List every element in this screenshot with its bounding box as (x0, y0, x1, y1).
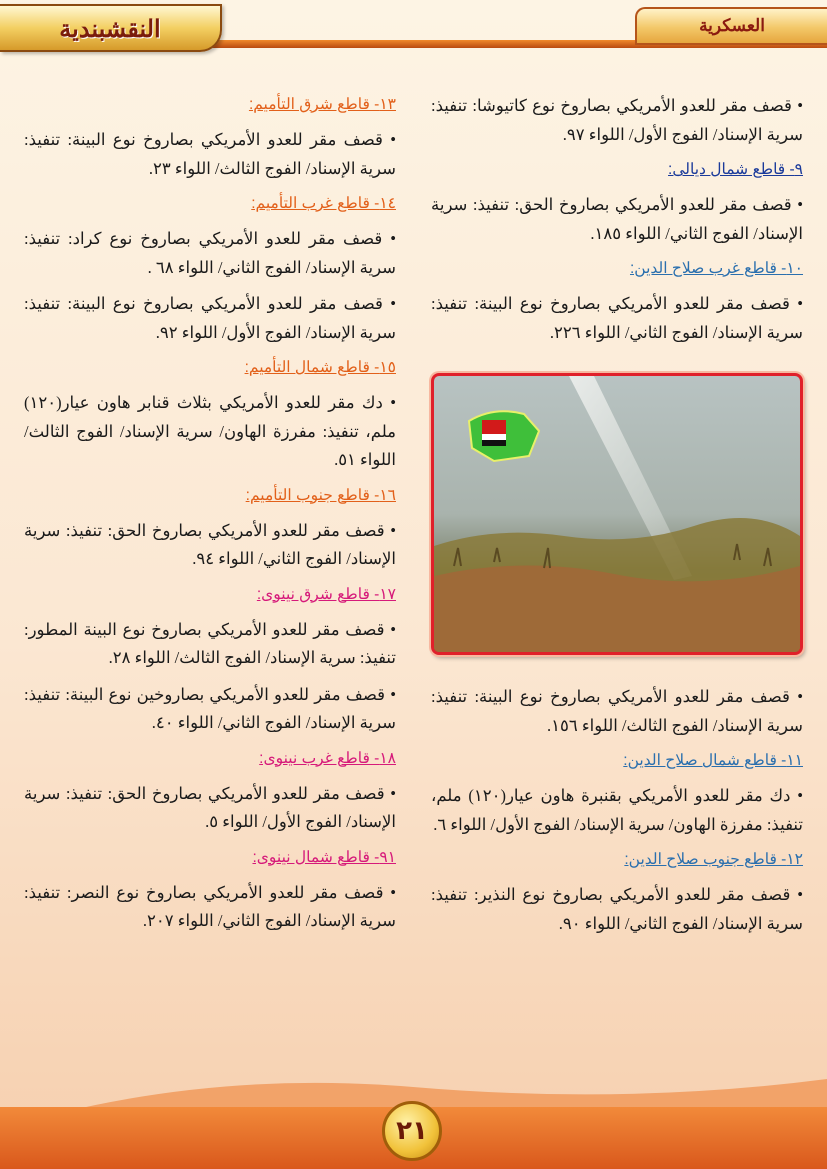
magazine-title: النقشبندية (59, 13, 161, 43)
sector-heading: ١٣- قاطع شرق التأميم: (248, 96, 396, 113)
sector-heading: ٩١- قاطع شمال نينوى: (252, 848, 396, 866)
dry-grass (434, 565, 800, 652)
sector-heading: ١٨- قاطع غرب نينوى: (259, 749, 396, 767)
rocket-launch-photo (431, 373, 803, 655)
attack-report-item: • قصف مقر للعدو الأمريكي بصاروخ نوع البينة: تنفيذ: سرية الإسناد/ الفوج الثالث/ اللواء ١٥٦. (431, 683, 803, 740)
attack-report-item: • قصف مقر للعدو الأمريكي بصاروخ نوع النصر: تنفيذ: سرية الإسناد/ الفوج الثاني/ اللواء ٢٠٧. (24, 879, 396, 936)
attack-report-item: • قصف مقر للعدو الأمريكي بصاروخ نوع النذير: تنفيذ: سرية الإسناد/ الفوج الثاني/ اللواء ٩٠. (431, 881, 803, 938)
attack-report-item: • قصف مقر للعدو الأمريكي بصاروخ نوع البينة المطور: تنفيذ: سرية الإسناد/ الفوج الثالث/ اللواء ٢٨. (24, 616, 396, 673)
attack-report-item: • قصف مقر للعدو الأمريكي بصاروخ الحق: تنفيذ: سرية الإسناد/ الفوج الثاني/ اللواء ١٨٥. (431, 191, 803, 248)
sector-heading: ١٢- قاطع جنوب صلاح الدين: (624, 851, 803, 868)
attack-report-item: • قصف مقر للعدو الأمريكي بصاروخين نوع البينة: تنفيذ: سرية الإسناد/ الفوج الثاني/ اللواء ٤٠. (24, 681, 396, 738)
sector-heading: ١٦- قاطع جنوب التأميم: (245, 486, 396, 504)
sector-heading: ١٤- قاطع غرب التأميم: (251, 195, 396, 212)
attack-report-item: • دك مقر للعدو الأمريكي بثلاث قنابر هاون عيار(١٢٠) ملم، تنفيذ: مفرزة الهاون/ سرية الإسناد/ الفوج الثالث/ اللواء ٥١. (24, 389, 396, 475)
attack-report-item: • قصف مقر للعدو الأمريكي بصاروخ الحق: تنفيذ: سرية الإسناد/ الفوج الأول/ اللواء ٥. (24, 780, 396, 837)
page-number: ٢١ (382, 1101, 442, 1161)
sector-heading: ١٥- قاطع شمال التأميم: (244, 359, 396, 376)
section-tab (635, 7, 827, 45)
attack-report-item: • قصف مقر للعدو الأمريكي بصاروخ نوع البينة: تنفيذ: سرية الإسناد/ الفوج الثاني/ اللواء ٢٢٦. (431, 290, 803, 347)
attack-report-item: • قصف مقر للعدو الأمريكي بصاروخ نوع كراد: تنفيذ: سرية الإسناد/ الفوج الثاني/ اللواء ٦٨ . (24, 225, 396, 282)
sector-heading: ١٧- قاطع شرق نينوى: (256, 585, 396, 603)
group-emblem-icon (469, 411, 539, 461)
photo-scene (434, 376, 800, 652)
right-column (431, 92, 803, 946)
magazine-logo-tab (0, 4, 222, 52)
attack-report-item: • قصف مقر للعدو الأمريكي بصاروخ نوع البينة: تنفيذ: سرية الإسناد/ الفوج الثالث/ اللواء ٢٣. (24, 126, 396, 183)
sector-heading: ١١- قاطع شمال صلاح الدين: (623, 752, 803, 769)
section-title: العسكرية (699, 16, 765, 36)
attack-report-item: • دك مقر للعدو الأمريكي بقنبرة هاون عيار(١٢٠) ملم، تنفيذ: مفرزة الهاون/ سرية الإسناد/ الفوج الأول/ اللواء ٦. (431, 782, 803, 839)
sector-heading: ١٠- قاطع غرب صلاح الدين: (629, 260, 803, 277)
left-column (24, 92, 396, 944)
attack-report-item: • قصف مقر للعدو الأمريكي بصاروخ نوع البينة: تنفيذ: سرية الإسناد/ الفوج الأول/ اللواء ٩٢. (24, 290, 396, 347)
sector-heading: ٩- قاطع شمال ديالى: (668, 161, 803, 178)
attack-report-item: • قصف مقر للعدو الأمريكي بصاروخ الحق: تنفيذ: سرية الإسناد/ الفوج الثاني/ اللواء ٩٤. (24, 517, 396, 574)
attack-report-item: • قصف مقر للعدو الأمريكي بصاروخ نوع كاتيوشا: تنفيذ: سرية الإسناد/ الفوج الأول/ اللواء ٩٧. (431, 92, 803, 149)
